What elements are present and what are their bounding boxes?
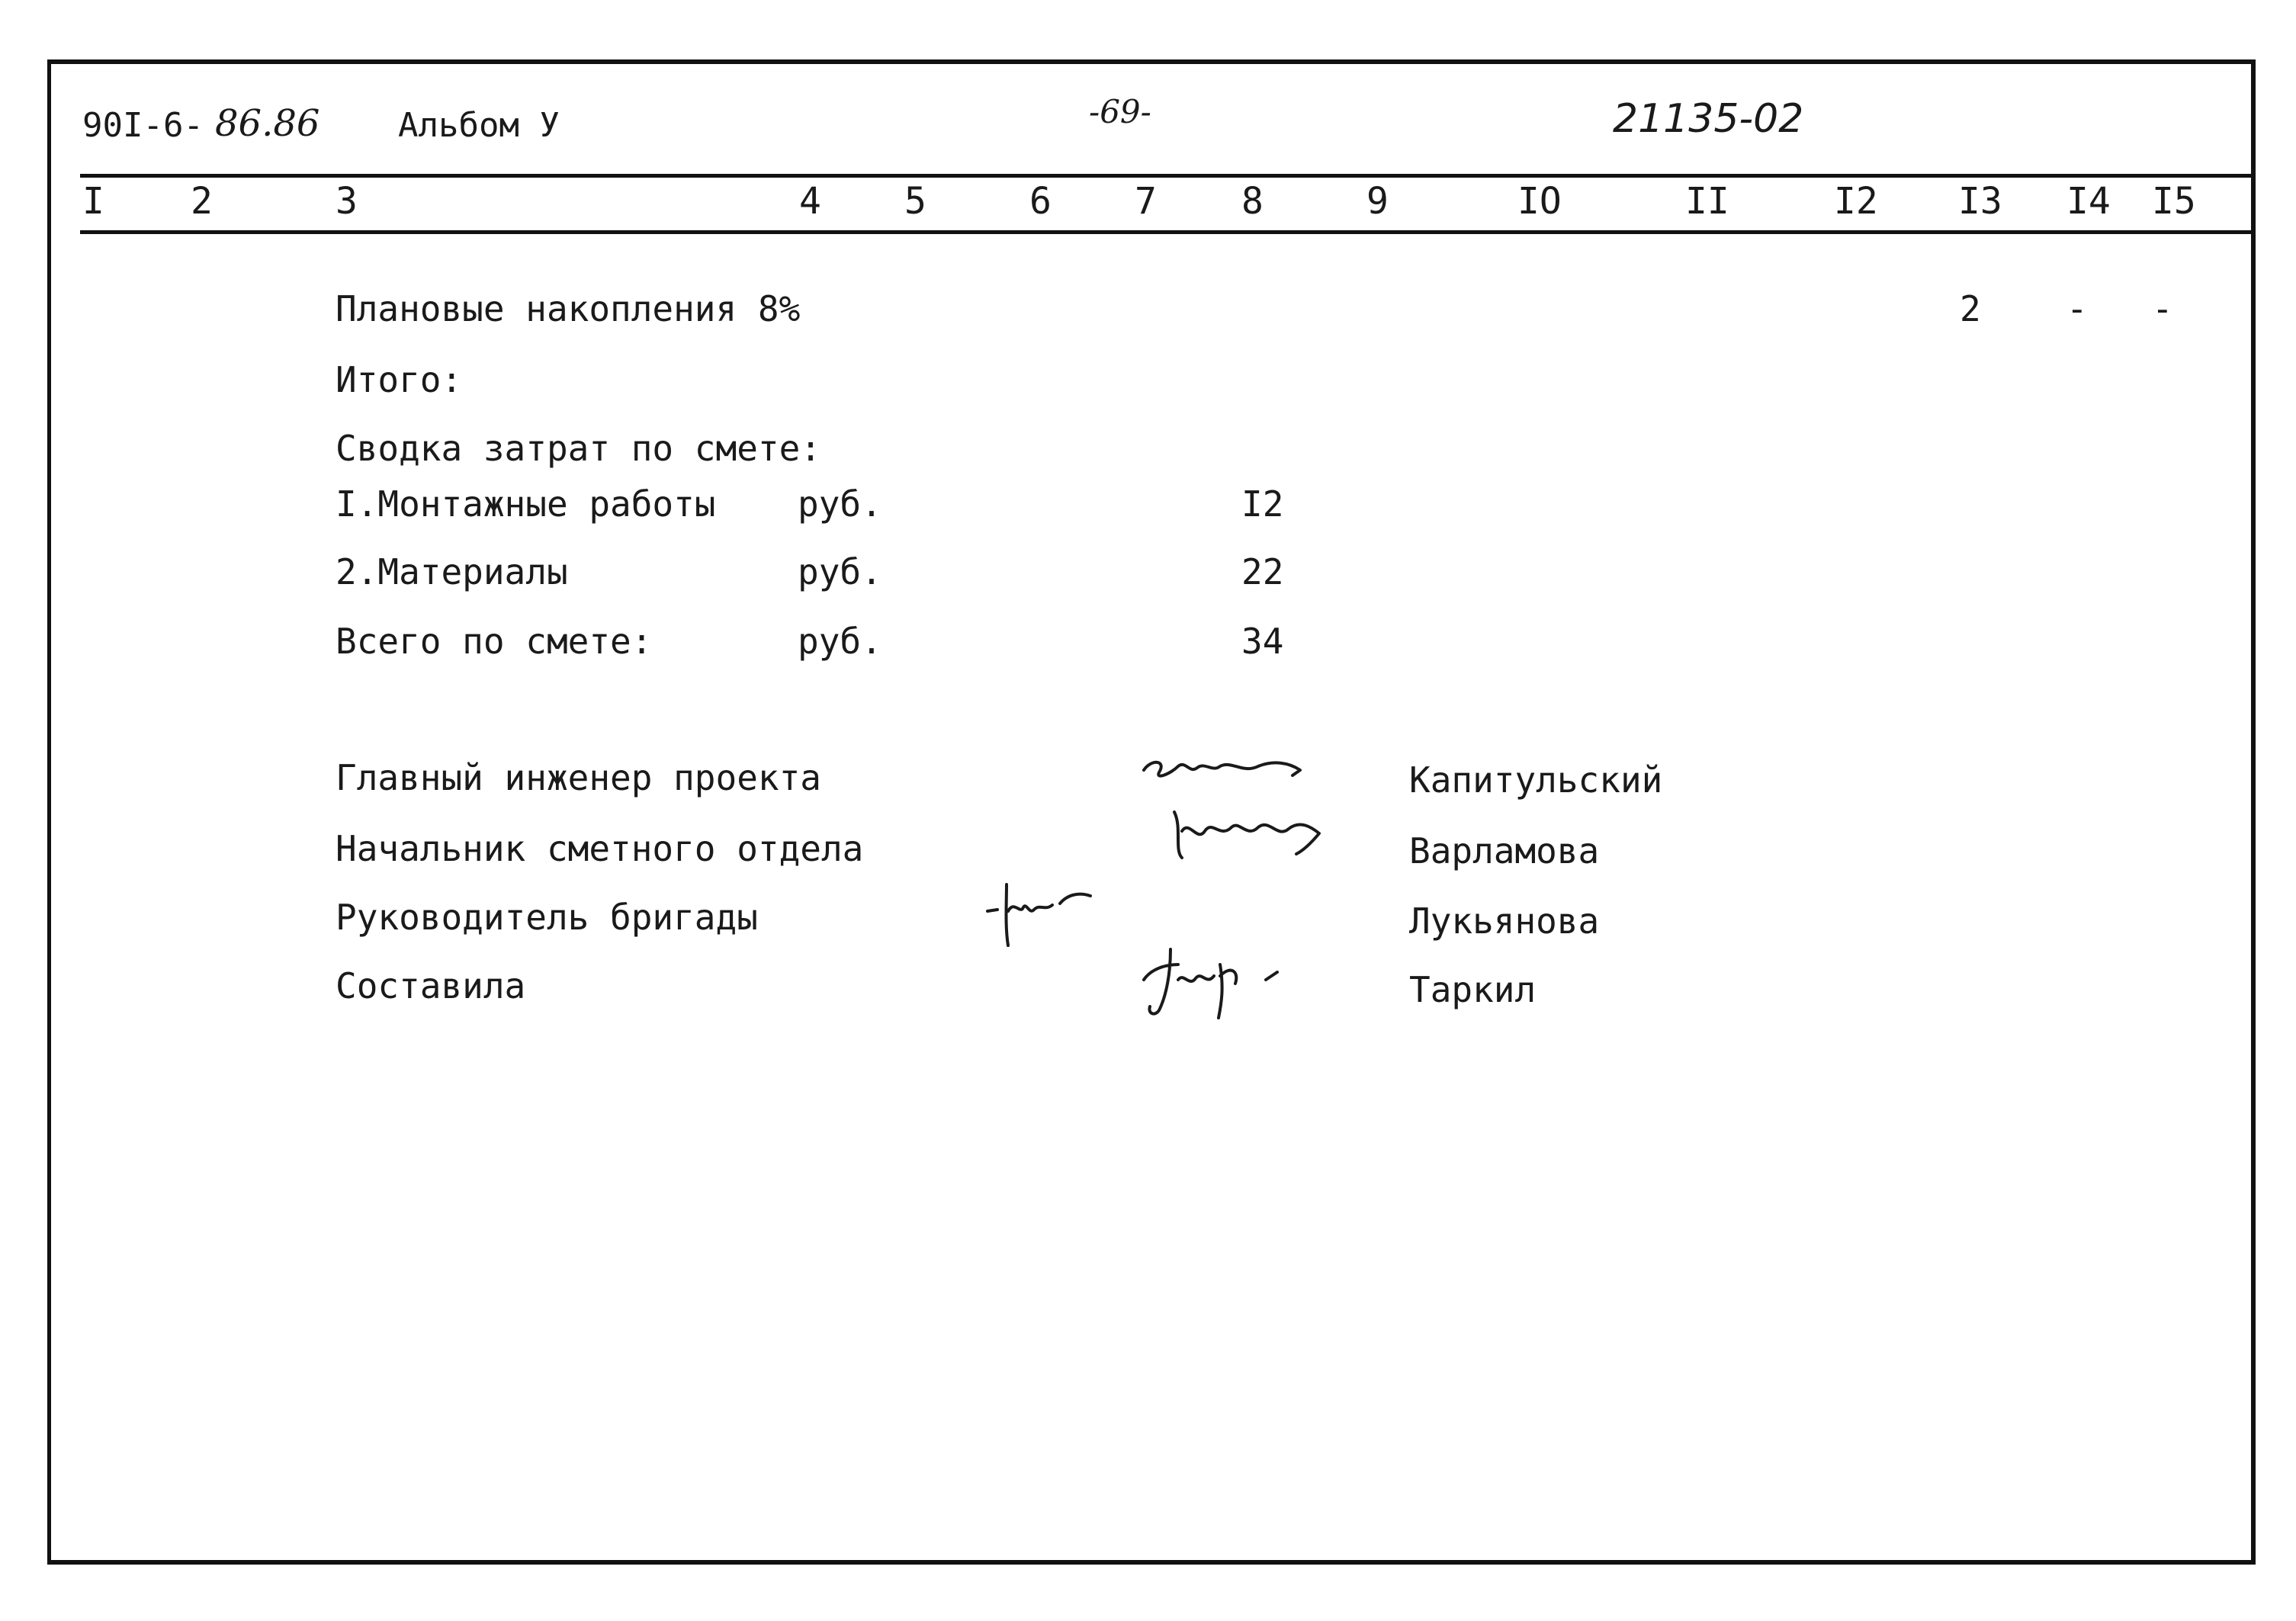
project-code: 21135-02 — [1613, 96, 1804, 142]
column-number: 3 — [336, 180, 358, 223]
handwritten-signature — [1136, 743, 1319, 804]
planned-savings-label: Плановые накопления 8% — [336, 288, 801, 329]
column-header-bottom-rule — [80, 230, 2253, 234]
installation-label: I.Монтажные работы — [336, 483, 716, 525]
column-number: I2 — [1834, 180, 1878, 223]
column-number: 7 — [1135, 180, 1157, 223]
planned-savings-col13: 2 — [1960, 288, 1981, 329]
signatory-name: Варламова — [1409, 830, 1600, 871]
materials-value: 22 — [1241, 551, 1284, 592]
materials-label: 2.Материалы — [336, 551, 568, 592]
album-label: Альбом У — [398, 106, 560, 145]
column-number: II — [1685, 180, 1729, 223]
signatory-role: Руководитель бригады — [336, 897, 758, 938]
column-number: 4 — [799, 180, 821, 223]
column-number: I4 — [2066, 180, 2111, 223]
planned-savings-col15: - — [2152, 288, 2173, 329]
handwritten-signature — [1159, 797, 1342, 873]
grand-total-value: 34 — [1241, 621, 1284, 662]
installation-value: I2 — [1241, 483, 1284, 525]
signatory-role: Начальник сметного отдела — [336, 828, 864, 869]
materials-unit: руб. — [798, 551, 882, 592]
signatory-role: Составила — [336, 965, 526, 1006]
column-number: 6 — [1029, 180, 1052, 223]
page-number: -69- — [1089, 93, 1151, 130]
column-number: I5 — [2152, 180, 2196, 223]
signatory-name: Лукьянова — [1409, 900, 1600, 942]
frame-top-border — [47, 59, 2256, 64]
doc-code-typed: 90I-6- — [82, 106, 204, 145]
column-number: 9 — [1366, 180, 1389, 223]
grand-total-unit: руб. — [798, 621, 882, 662]
column-number: 2 — [191, 180, 213, 223]
frame-right-border — [2251, 59, 2256, 1562]
column-number: 8 — [1241, 180, 1264, 223]
installation-unit: руб. — [798, 483, 882, 525]
handwritten-signature — [1136, 934, 1319, 1026]
signatory-role: Главный инженер проекта — [336, 757, 821, 798]
column-header-top-rule — [80, 174, 2253, 178]
frame-left-border — [47, 59, 51, 1562]
signatory-name: Капитульский — [1409, 759, 1663, 801]
column-number: IO — [1517, 180, 1562, 223]
summary-title: Сводка затрат по смете: — [336, 428, 821, 469]
handwritten-signature — [984, 873, 1121, 965]
column-number: 5 — [904, 180, 926, 223]
column-number: I3 — [1958, 180, 2002, 223]
doc-code-handwritten: 86.86 — [215, 102, 320, 145]
planned-savings-col14: - — [2066, 288, 2088, 329]
frame-bottom-border — [47, 1560, 2256, 1565]
signatory-name: Таркил — [1409, 969, 1537, 1010]
total-label: Итого: — [336, 359, 463, 400]
grand-total-label: Всего по смете: — [336, 621, 653, 662]
column-number: I — [82, 180, 104, 223]
